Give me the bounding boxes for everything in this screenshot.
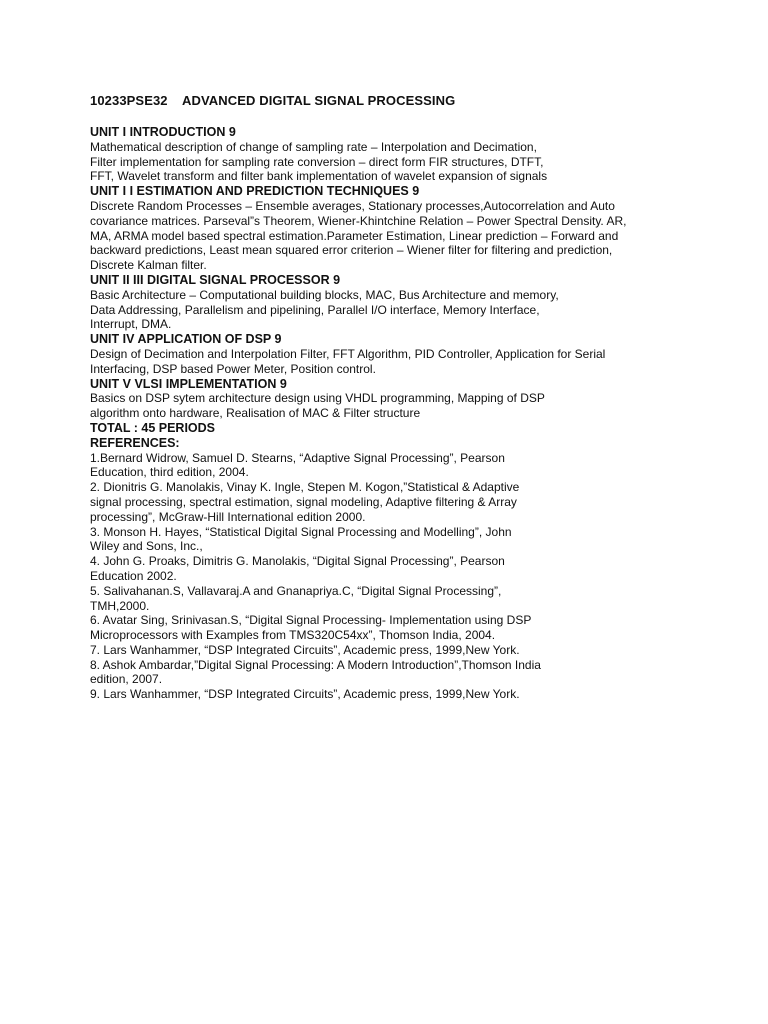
reference-line: 3. Monson H. Hayes, “Statistical Digital Signal Processing and Modelling”, John <box>90 524 512 539</box>
unit-4-heading: UNIT IV APPLICATION OF DSP 9 <box>90 332 282 347</box>
unit-3-line: Basic Architecture – Computational building blocks, MAC, Bus Architecture and memory, <box>90 287 559 302</box>
reference-line: 8. Ashok Ambardar,”Digital Signal Processing: A Modern Introduction”,Thomson India <box>90 657 541 672</box>
course-title: ADVANCED DIGITAL SIGNAL PROCESSING <box>182 93 456 108</box>
reference-line: TMH,2000. <box>90 598 150 613</box>
reference-line: edition, 2007. <box>90 672 163 687</box>
unit-1-line: FFT, Wavelet transform and filter bank implementation of wavelet expansion of signals <box>90 169 548 184</box>
reference-line: 6. Avatar Sing, Srinivasan.S, “Digital Signal Processing- Implementation using DSP <box>90 613 532 628</box>
unit-2-line: covariance matrices. Parseval”s Theorem, Wiener-Khintchine Relation – Power Spectral Density. AR, <box>90 213 627 228</box>
unit-2-line: MA, ARMA model based spectral estimation.Parameter Estimation, Linear prediction – Forward and <box>90 228 619 243</box>
reference-line: Education, third edition, 2004. <box>90 465 249 480</box>
reference-line: processing”, McGraw-Hill International edition 2000. <box>90 509 366 524</box>
unit-1-line: Mathematical description of change of sampling rate – Interpolation and Decimation, <box>90 139 537 154</box>
unit-4-line: Design of Decimation and Interpolation Filter, FFT Algorithm, PID Controller, Application for Serial <box>90 346 606 361</box>
unit-2-heading: UNIT I I ESTIMATION AND PREDICTION TECHNIQUES 9 <box>90 184 420 199</box>
unit-1-heading: UNIT I INTRODUCTION 9 <box>90 125 236 139</box>
reference-line: 4. John G. Proaks, Dimitris G. Manolakis, “Digital Signal Processing”, Pearson <box>90 554 505 569</box>
unit-2-line: backward predictions, Least mean squared error criterion – Wiener filter for filtering and prediction, <box>90 243 613 258</box>
reference-line: Wiley and Sons, Inc., <box>90 539 203 554</box>
unit-3-line: Data Addressing, Parallelism and pipelining, Parallel I/O interface, Memory Interface, <box>90 302 540 317</box>
unit-5-heading: UNIT V VLSI IMPLEMENTATION 9 <box>90 376 287 391</box>
unit-4-line: Interfacing, DSP based Power Meter, Position control. <box>90 361 376 376</box>
reference-line: signal processing, spectral estimation, signal modeling, Adaptive filtering & Array <box>90 494 517 509</box>
unit-3-heading: UNIT II III DIGITAL SIGNAL PROCESSOR 9 <box>90 272 341 287</box>
unit-2-line: Discrete Random Processes – Ensemble averages, Stationary processes,Autocorrelation and Auto <box>90 198 615 213</box>
reference-line: 7. Lars Wanhammer, “DSP Integrated Circuits”, Academic press, 1999,New York. <box>90 642 520 657</box>
unit-1-line: Filter implementation for sampling rate conversion – direct form FIR structures, DTFT, <box>90 154 544 169</box>
unit-2-line: Discrete Kalman filter. <box>90 258 207 273</box>
syllabus-page <box>90 93 750 702</box>
course-header <box>90 93 750 109</box>
course-code: 10233PSE32 <box>90 93 168 108</box>
unit-5-line: Basics on DSP sytem architecture design using VHDL programming, Mapping of DSP <box>90 391 545 406</box>
reference-line: 1.Bernard Widrow, Samuel D. Stearns, “Adaptive Signal Processing”, Pearson <box>90 450 505 465</box>
unit-3-line: Interrupt, DMA. <box>90 317 172 332</box>
reference-line: Microprocessors with Examples from TMS320C54xx”, Thomson India, 2004. <box>90 628 496 643</box>
total-periods: TOTAL : 45 PERIODS <box>90 420 216 435</box>
reference-line: Education 2002. <box>90 568 177 583</box>
reference-line: 9. Lars Wanhammer, “DSP Integrated Circuits”, Academic press, 1999,New York. <box>90 687 520 702</box>
reference-line: 2. Dionitris G. Manolakis, Vinay K. Ingle, Stepen M. Kogon,”Statistical & Adaptive <box>90 480 520 495</box>
unit-5-line: algorithm onto hardware, Realisation of MAC & Filter structure <box>90 406 421 421</box>
references-heading: REFERENCES: <box>90 435 180 450</box>
reference-line: 5. Salivahanan.S, Vallavaraj.A and Gnanapriya.C, “Digital Signal Processing”, <box>90 583 502 598</box>
